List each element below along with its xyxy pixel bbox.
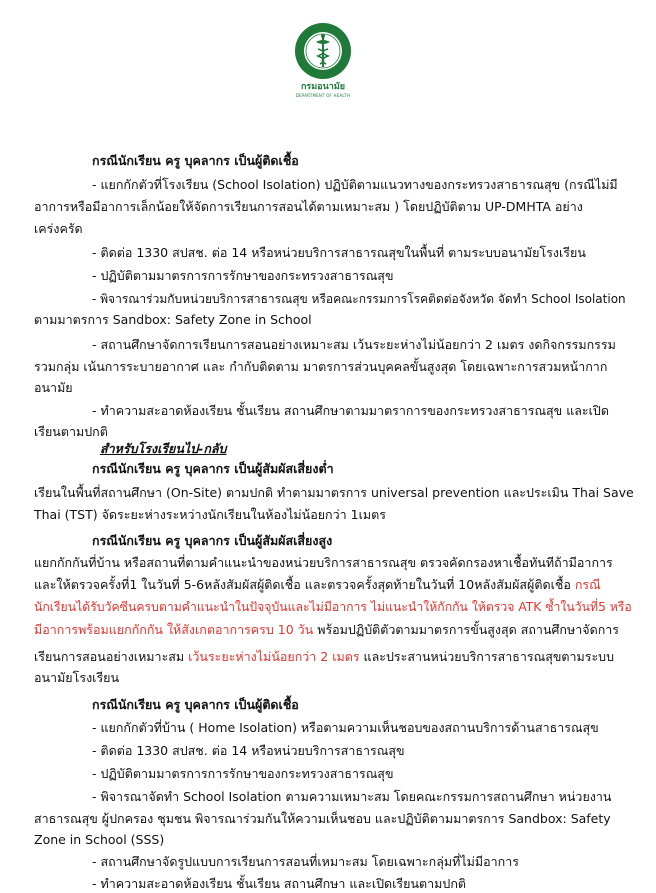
paragraph-line: - สถานศึกษาจัดการเรียนการสอนอย่างเหมาะสม เว้นระยะห่างไม่น้อยกว่า 2 เมตร งดกิจกรรมกรรม: [92, 337, 616, 352]
paragraph-line: ตามมาตรการ Sandbox: Safety Zone in School: [34, 312, 312, 327]
department-name-english: DEPARTMENT OF HEALTH: [295, 93, 351, 98]
heading-low-risk: กรณีนักเรียน ครู บุคลากร เป็นผู้สัมผัสเสี่ยงต่ำ: [92, 461, 334, 476]
paragraph-line: - ติดต่อ 1330 สปสช. ต่อ 14 หรือหน่วยบริการสาธารณสุขในพื้นที่ ตามระบบอนามัยโรงเรียน: [92, 245, 586, 260]
paragraph-line: - ปฏิบัติตามมาตรการการรักษาของกระทรวงสาธารณสุข: [92, 268, 394, 283]
department-logo: [288, 22, 358, 98]
paragraph-line: สาธารณสุข ผู้ปกครอง ชุมชน พิจารณาร่วมกันให้ความเห็นชอบ และปฏิบัติตามมาตรการ Sandbox: Safety: [34, 811, 611, 826]
paragraph-line: - ทำความสะอาดห้องเรียน ชั้นเรียน สถานศึกษา และเปิดเรียนตามปกติ: [92, 876, 467, 891]
paragraph-line: - แยกกักตัวที่บ้าน ( Home Isolation) หรือตามความเห็นชอบของสถานบริการด้านสาธารณสุข: [92, 720, 599, 735]
paragraph-line: - แยกกักตัวที่โรงเรียน (School Isolation) ปฏิบัติตามแนวทางของกระทรวงสาธารณสุข (กรณีไม่มี: [92, 177, 618, 192]
paragraph-line: รวมกลุ่ม เน้นการระบายอากาศ และ กำกับติดตาม มาตรการส่วนบุคคลขั้นสูงสุด โดยเฉพาะการสวมหน้ากาก: [34, 359, 608, 374]
paragraph-line: แยกกักกันที่บ้าน หรือสถานที่ตามคำแนะนำของหน่วยบริการสาธารณสุข ตรวจคัดกรองหาเชื้อทันทีถ้ามีอาการ: [34, 555, 613, 570]
heading-high-risk: กรณีนักเรียน ครู บุคลากร เป็นผู้สัมผัสเสี่ยงสูง: [92, 533, 333, 548]
heading-infected: กรณีนักเรียน ครู บุคลากร เป็นผู้ติดเชื้อ: [92, 153, 299, 168]
paragraph-line: เรียนการสอนอย่างเหมาะสม เว้นระยะห่างไม่น้อยกว่า 2 เมตร และประสานหน่วยบริการสาธารณสุขตามระบบ: [34, 649, 615, 664]
paragraph-line: อนามัย: [34, 380, 73, 395]
paragraph-line: และให้ตรวจครั้งที่1 ในวันที่ 5-6หลังสัมผัสผู้ติดเชื้อ และตรวจครั้งสุดท้ายในวันที่ 10หลังสัมผัสผู้ติดเชื้อ กรณี: [34, 577, 601, 592]
paragraph-line: - พิจารณาร่วมกับหน่วยบริการสาธารณสุข หรือคณะกรรมการโรคติดต่อจังหวัด จัดทำ School Isolation: [92, 292, 626, 306]
paragraph-line: มีอาการพร้อมแยกกักกัน ให้สังเกตอาการครบ 10 วัน พร้อมปฏิบัติตัวตามมาตรการขั้นสูงสุด สถานศึกษาจัดการ: [34, 622, 620, 637]
paragraph-line: - สถานศึกษาจัดรูปแบบการเรียนการสอนที่เหมาะสม โดยเฉพาะกลุ่มที่ไม่มีอาการ: [92, 854, 519, 869]
paragraph-line: Zone in School (SSS): [34, 832, 165, 847]
paragraph-line: เรียนตามปกติ: [34, 424, 108, 439]
paragraph-line: เรียนในพื้นที่สถานศึกษา (On-Site) ตามปกติ ทำตามมาตรการ universal prevention และประเมิน Thai Save: [34, 485, 634, 500]
department-name-thai: กรมอนามัย: [300, 82, 346, 92]
paragraph-line: อาการหรือมีอาการเล็กน้อยให้จัดการเรียนการสอนได้ตามเหมาะสม ) โดยปฏิบัติตาม UP-DMHTA อย่าง: [34, 199, 583, 214]
highlighted-line: นักเรียนได้รับวัคซีนครบตามคำแนะนำในปัจจุบันและไม่มีอาการ ไม่แนะนำให้กักกัน ให้ตรวจ ATK ซ้ำในวันที่5 หรือ: [34, 600, 632, 614]
ministry-seal-icon: [294, 22, 352, 80]
heading-infected-day: กรณีนักเรียน ครู บุคลากร เป็นผู้ติดเชื้อ: [92, 697, 299, 712]
section-title: สำหรับโรงเรียนไป-กลับ: [100, 441, 227, 456]
paragraph-line: - ปฏิบัติตามมาตรการการรักษาของกระทรวงสาธารณสุข: [92, 766, 394, 781]
paragraph-line: อนามัยโรงเรียน: [34, 670, 120, 685]
paragraph-line: - พิจารณาจัดทำ School Isolation ตามความเหมาะสม โดยคณะกรรมการสถานศึกษา หน่วยงาน: [92, 789, 612, 804]
paragraph-line: เคร่งครัด: [34, 221, 83, 236]
paragraph-line: - ทำความสะอาดห้องเรียน ชั้นเรียน สถานศึกษาตามมาตราการของกระทรวงสาธารณสุข และเปิด: [92, 403, 609, 418]
paragraph-line: Thai (TST) จัดระยะห่างระหว่างนักเรียนในห้องไม่น้อยกว่า 1เมตร: [34, 507, 386, 522]
paragraph-line: - ติดต่อ 1330 สปสช. ต่อ 14 หรือหน่วยบริการสาธารณสุข: [92, 743, 405, 758]
